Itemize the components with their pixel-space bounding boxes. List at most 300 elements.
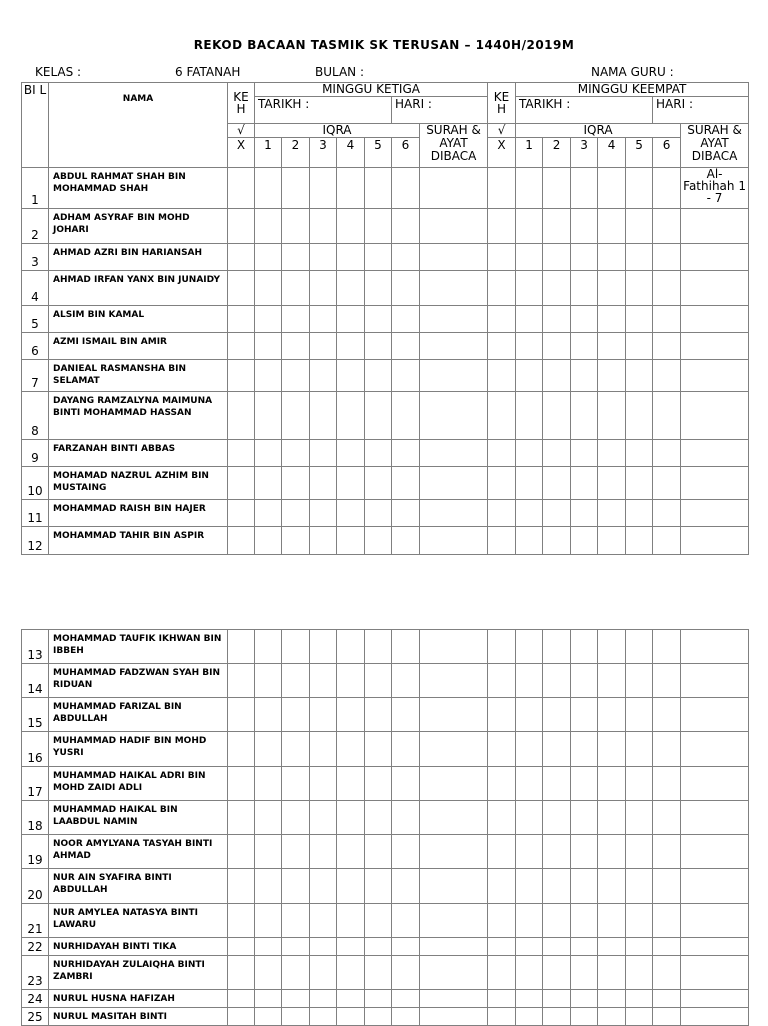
record-cell[interactable] (282, 938, 310, 956)
record-cell[interactable] (653, 333, 681, 360)
record-cell[interactable] (420, 360, 488, 392)
record-cell[interactable] (228, 527, 255, 555)
record-cell[interactable] (516, 732, 543, 767)
record-cell[interactable] (571, 306, 598, 333)
record-cell[interactable] (681, 392, 749, 440)
record-cell[interactable] (626, 630, 653, 664)
record-cell[interactable] (282, 698, 310, 732)
record-cell[interactable] (543, 467, 571, 500)
record-cell[interactable] (337, 835, 365, 869)
record-cell[interactable] (392, 630, 420, 664)
record-cell[interactable] (543, 904, 571, 938)
record-cell[interactable] (598, 990, 626, 1008)
record-cell[interactable] (392, 904, 420, 938)
record-cell[interactable] (681, 500, 749, 527)
record-cell[interactable] (255, 440, 282, 467)
record-cell[interactable] (282, 209, 310, 244)
record-cell[interactable] (516, 630, 543, 664)
record-cell[interactable] (255, 392, 282, 440)
record-cell[interactable] (255, 904, 282, 938)
record-cell[interactable] (571, 990, 598, 1008)
record-cell[interactable] (365, 767, 392, 801)
record-cell[interactable] (310, 333, 337, 360)
record-cell[interactable] (255, 990, 282, 1008)
record-cell[interactable] (543, 801, 571, 835)
record-cell[interactable] (571, 527, 598, 555)
record-cell[interactable] (420, 904, 488, 938)
record-cell[interactable] (681, 209, 749, 244)
record-cell[interactable] (488, 956, 516, 990)
record-cell[interactable] (255, 732, 282, 767)
record-cell[interactable] (282, 732, 310, 767)
record-cell[interactable] (571, 869, 598, 904)
record-cell[interactable] (543, 244, 571, 271)
record-cell[interactable] (626, 244, 653, 271)
record-cell[interactable] (255, 869, 282, 904)
record-cell[interactable] (571, 630, 598, 664)
record-cell[interactable] (255, 360, 282, 392)
record-cell[interactable] (392, 467, 420, 500)
record-cell[interactable] (392, 392, 420, 440)
record-cell[interactable] (255, 333, 282, 360)
record-cell[interactable] (282, 271, 310, 306)
record-cell[interactable] (653, 835, 681, 869)
record-cell[interactable] (365, 360, 392, 392)
record-cell[interactable] (543, 664, 571, 698)
record-cell[interactable] (626, 306, 653, 333)
record-cell[interactable] (420, 209, 488, 244)
record-cell[interactable] (365, 732, 392, 767)
record-cell[interactable] (516, 1008, 543, 1026)
record-cell[interactable] (420, 527, 488, 555)
record-cell[interactable] (420, 801, 488, 835)
record-cell[interactable] (626, 392, 653, 440)
record-cell[interactable] (365, 271, 392, 306)
record-cell[interactable] (571, 168, 598, 209)
record-cell[interactable] (571, 244, 598, 271)
record-cell[interactable] (337, 732, 365, 767)
record-cell[interactable] (420, 938, 488, 956)
record-cell[interactable] (420, 168, 488, 209)
record-cell[interactable] (626, 664, 653, 698)
record-cell[interactable] (365, 500, 392, 527)
record-cell[interactable] (392, 500, 420, 527)
record-cell[interactable] (310, 904, 337, 938)
record-cell[interactable] (598, 869, 626, 904)
record-cell[interactable] (365, 801, 392, 835)
record-cell[interactable] (310, 440, 337, 467)
record-cell[interactable] (228, 835, 255, 869)
record-cell[interactable] (337, 527, 365, 555)
record-cell[interactable] (653, 1008, 681, 1026)
record-cell[interactable] (626, 938, 653, 956)
record-cell[interactable] (543, 306, 571, 333)
record-cell[interactable] (598, 168, 626, 209)
record-cell[interactable] (392, 956, 420, 990)
record-cell[interactable] (337, 869, 365, 904)
record-cell[interactable] (681, 904, 749, 938)
record-cell[interactable] (488, 168, 516, 209)
record-cell[interactable] (365, 168, 392, 209)
record-cell[interactable] (282, 1008, 310, 1026)
record-cell[interactable] (653, 664, 681, 698)
record-cell[interactable] (228, 990, 255, 1008)
record-cell[interactable] (598, 467, 626, 500)
record-cell[interactable] (392, 732, 420, 767)
record-cell[interactable] (337, 360, 365, 392)
record-cell[interactable] (571, 440, 598, 467)
record-cell[interactable] (337, 271, 365, 306)
record-cell[interactable] (310, 392, 337, 440)
record-cell[interactable] (571, 392, 598, 440)
record-cell[interactable] (282, 527, 310, 555)
record-cell[interactable] (653, 904, 681, 938)
record-cell[interactable] (543, 527, 571, 555)
record-cell[interactable] (337, 392, 365, 440)
record-cell[interactable] (255, 527, 282, 555)
record-cell[interactable] (626, 869, 653, 904)
record-cell[interactable] (653, 956, 681, 990)
record-cell[interactable] (516, 767, 543, 801)
record-cell[interactable] (626, 835, 653, 869)
record-cell[interactable] (255, 698, 282, 732)
record-cell[interactable] (392, 990, 420, 1008)
record-cell[interactable] (571, 801, 598, 835)
record-cell[interactable] (392, 168, 420, 209)
record-cell[interactable] (543, 333, 571, 360)
record-cell[interactable] (255, 168, 282, 209)
record-cell[interactable] (310, 271, 337, 306)
record-cell[interactable] (626, 527, 653, 555)
record-cell[interactable] (228, 271, 255, 306)
record-cell[interactable] (337, 698, 365, 732)
record-cell[interactable] (488, 732, 516, 767)
record-cell[interactable] (255, 767, 282, 801)
record-cell[interactable] (571, 467, 598, 500)
record-cell[interactable] (282, 467, 310, 500)
record-cell[interactable] (365, 209, 392, 244)
record-cell[interactable] (337, 500, 365, 527)
record-cell[interactable] (681, 1008, 749, 1026)
record-cell[interactable] (255, 938, 282, 956)
record-cell[interactable] (228, 664, 255, 698)
record-cell[interactable] (653, 271, 681, 306)
record-cell[interactable] (488, 244, 516, 271)
record-cell[interactable] (681, 244, 749, 271)
record-cell[interactable] (488, 869, 516, 904)
record-cell[interactable] (310, 630, 337, 664)
record-cell[interactable] (626, 333, 653, 360)
record-cell[interactable] (598, 664, 626, 698)
record-cell[interactable] (255, 956, 282, 990)
record-cell[interactable] (337, 209, 365, 244)
record-cell[interactable] (365, 527, 392, 555)
record-cell[interactable] (392, 801, 420, 835)
record-cell[interactable] (420, 767, 488, 801)
record-cell[interactable] (365, 835, 392, 869)
record-cell[interactable] (392, 767, 420, 801)
record-cell[interactable] (543, 732, 571, 767)
record-cell[interactable] (516, 440, 543, 467)
record-cell[interactable] (365, 869, 392, 904)
record-cell[interactable] (282, 360, 310, 392)
record-cell[interactable] (543, 956, 571, 990)
record-cell[interactable] (228, 767, 255, 801)
record-cell[interactable] (392, 209, 420, 244)
record-cell[interactable] (255, 244, 282, 271)
record-cell[interactable] (365, 904, 392, 938)
record-cell[interactable] (653, 392, 681, 440)
record-cell[interactable] (420, 732, 488, 767)
record-cell[interactable] (626, 732, 653, 767)
record-cell[interactable] (543, 767, 571, 801)
record-cell[interactable] (653, 168, 681, 209)
record-cell[interactable] (488, 440, 516, 467)
record-cell[interactable] (420, 500, 488, 527)
record-cell[interactable] (571, 904, 598, 938)
record-cell[interactable] (653, 801, 681, 835)
record-cell[interactable] (516, 835, 543, 869)
record-cell[interactable] (543, 835, 571, 869)
record-cell[interactable] (598, 360, 626, 392)
record-cell[interactable] (543, 869, 571, 904)
record-cell[interactable] (488, 938, 516, 956)
record-cell[interactable] (626, 467, 653, 500)
record-cell[interactable] (228, 306, 255, 333)
record-cell[interactable] (681, 333, 749, 360)
record-cell[interactable] (571, 732, 598, 767)
record-cell[interactable] (598, 904, 626, 938)
record-cell[interactable] (598, 333, 626, 360)
record-cell[interactable] (310, 698, 337, 732)
record-cell[interactable] (516, 990, 543, 1008)
record-cell[interactable] (310, 1008, 337, 1026)
record-cell[interactable] (337, 990, 365, 1008)
record-cell[interactable] (337, 664, 365, 698)
record-cell[interactable] (337, 956, 365, 990)
record-cell[interactable] (337, 333, 365, 360)
record-cell[interactable] (543, 698, 571, 732)
record-cell[interactable] (392, 835, 420, 869)
record-cell[interactable] (598, 271, 626, 306)
record-cell[interactable] (598, 767, 626, 801)
record-cell[interactable] (392, 938, 420, 956)
record-cell[interactable] (420, 990, 488, 1008)
record-cell[interactable] (681, 360, 749, 392)
record-cell[interactable] (310, 869, 337, 904)
record-cell[interactable] (543, 209, 571, 244)
record-cell[interactable] (420, 630, 488, 664)
record-cell[interactable] (571, 698, 598, 732)
record-cell[interactable] (488, 392, 516, 440)
record-cell[interactable] (488, 360, 516, 392)
record-cell[interactable] (516, 467, 543, 500)
record-cell[interactable] (571, 956, 598, 990)
record-cell[interactable] (282, 630, 310, 664)
record-cell[interactable] (392, 698, 420, 732)
record-cell[interactable] (282, 392, 310, 440)
record-cell[interactable] (681, 956, 749, 990)
record-cell[interactable] (337, 440, 365, 467)
record-cell[interactable] (516, 904, 543, 938)
record-cell[interactable] (228, 168, 255, 209)
record-cell[interactable] (365, 630, 392, 664)
record-cell[interactable] (598, 801, 626, 835)
record-cell[interactable] (488, 500, 516, 527)
record-cell[interactable] (282, 664, 310, 698)
record-cell[interactable] (516, 801, 543, 835)
record-cell[interactable] (653, 630, 681, 664)
record-cell[interactable] (571, 271, 598, 306)
record-cell[interactable] (488, 698, 516, 732)
record-cell[interactable] (282, 767, 310, 801)
record-cell[interactable] (488, 209, 516, 244)
record-cell[interactable] (255, 467, 282, 500)
record-cell[interactable] (516, 168, 543, 209)
record-cell[interactable] (598, 306, 626, 333)
record-cell[interactable] (516, 306, 543, 333)
record-cell[interactable] (681, 835, 749, 869)
record-cell[interactable] (516, 527, 543, 555)
record-cell[interactable] (310, 527, 337, 555)
record-cell[interactable] (310, 767, 337, 801)
record-cell[interactable] (571, 360, 598, 392)
record-cell[interactable] (337, 630, 365, 664)
record-cell[interactable] (228, 1008, 255, 1026)
record-cell[interactable] (488, 1008, 516, 1026)
record-cell[interactable] (488, 333, 516, 360)
record-cell[interactable] (626, 360, 653, 392)
record-cell[interactable] (255, 209, 282, 244)
record-cell[interactable] (255, 500, 282, 527)
record-cell[interactable] (653, 500, 681, 527)
record-cell[interactable] (392, 244, 420, 271)
record-cell[interactable] (681, 527, 749, 555)
record-cell[interactable] (488, 527, 516, 555)
record-cell[interactable] (516, 333, 543, 360)
record-cell[interactable] (543, 271, 571, 306)
record-cell[interactable] (681, 630, 749, 664)
record-cell[interactable] (365, 938, 392, 956)
record-cell[interactable] (228, 440, 255, 467)
record-cell[interactable] (571, 835, 598, 869)
record-cell[interactable] (598, 732, 626, 767)
record-cell[interactable] (626, 698, 653, 732)
record-cell[interactable] (255, 664, 282, 698)
record-cell[interactable] (516, 869, 543, 904)
record-cell[interactable] (653, 869, 681, 904)
record-cell[interactable] (365, 440, 392, 467)
record-cell[interactable] (626, 956, 653, 990)
record-cell[interactable] (598, 209, 626, 244)
record-cell[interactable] (681, 467, 749, 500)
record-cell[interactable] (420, 271, 488, 306)
record-cell[interactable] (653, 527, 681, 555)
record-cell[interactable] (392, 664, 420, 698)
record-cell[interactable] (571, 1008, 598, 1026)
record-cell[interactable] (543, 392, 571, 440)
record-cell[interactable] (571, 767, 598, 801)
record-cell[interactable] (598, 527, 626, 555)
record-cell[interactable] (228, 467, 255, 500)
record-cell[interactable] (255, 835, 282, 869)
record-cell[interactable] (392, 360, 420, 392)
record-cell[interactable] (255, 271, 282, 306)
record-cell[interactable] (310, 244, 337, 271)
record-cell[interactable] (228, 630, 255, 664)
record-cell[interactable] (310, 664, 337, 698)
record-cell[interactable] (653, 767, 681, 801)
record-cell[interactable] (310, 732, 337, 767)
record-cell[interactable] (310, 360, 337, 392)
record-cell[interactable] (516, 698, 543, 732)
record-cell[interactable] (282, 904, 310, 938)
record-cell[interactable] (488, 271, 516, 306)
record-cell[interactable] (310, 990, 337, 1008)
record-cell[interactable] (653, 938, 681, 956)
record-cell[interactable] (681, 869, 749, 904)
record-cell[interactable] (365, 664, 392, 698)
record-cell[interactable] (626, 168, 653, 209)
record-cell[interactable] (653, 440, 681, 467)
record-cell[interactable] (310, 168, 337, 209)
record-cell[interactable] (571, 333, 598, 360)
record-cell[interactable] (653, 732, 681, 767)
record-cell[interactable] (310, 938, 337, 956)
record-cell[interactable] (392, 333, 420, 360)
record-cell[interactable] (228, 500, 255, 527)
record-cell[interactable] (598, 392, 626, 440)
record-cell[interactable] (681, 732, 749, 767)
record-cell[interactable] (420, 1008, 488, 1026)
record-cell[interactable] (282, 244, 310, 271)
record-cell[interactable] (420, 244, 488, 271)
record-cell[interactable] (337, 938, 365, 956)
record-cell[interactable] (626, 271, 653, 306)
record-cell[interactable] (488, 904, 516, 938)
record-cell[interactable] (488, 990, 516, 1008)
record-cell[interactable] (337, 801, 365, 835)
record-cell[interactable] (543, 1008, 571, 1026)
record-cell[interactable] (365, 1008, 392, 1026)
record-cell[interactable] (653, 360, 681, 392)
record-cell[interactable] (337, 168, 365, 209)
record-cell[interactable] (598, 630, 626, 664)
record-cell[interactable] (420, 835, 488, 869)
record-cell[interactable] (420, 392, 488, 440)
record-cell[interactable] (282, 440, 310, 467)
record-cell[interactable] (337, 1008, 365, 1026)
record-cell[interactable] (598, 440, 626, 467)
record-cell[interactable] (228, 392, 255, 440)
record-cell[interactable] (282, 990, 310, 1008)
record-cell[interactable] (488, 835, 516, 869)
record-cell[interactable] (516, 664, 543, 698)
record-cell[interactable] (516, 392, 543, 440)
record-cell[interactable] (653, 244, 681, 271)
record-cell[interactable] (681, 938, 749, 956)
record-cell[interactable] (626, 904, 653, 938)
record-cell[interactable] (626, 1008, 653, 1026)
record-cell[interactable] (255, 1008, 282, 1026)
record-cell[interactable] (653, 467, 681, 500)
record-cell[interactable] (228, 244, 255, 271)
record-cell[interactable] (681, 801, 749, 835)
record-cell[interactable] (310, 500, 337, 527)
record-cell[interactable] (228, 732, 255, 767)
record-cell[interactable] (516, 360, 543, 392)
record-cell[interactable] (420, 664, 488, 698)
